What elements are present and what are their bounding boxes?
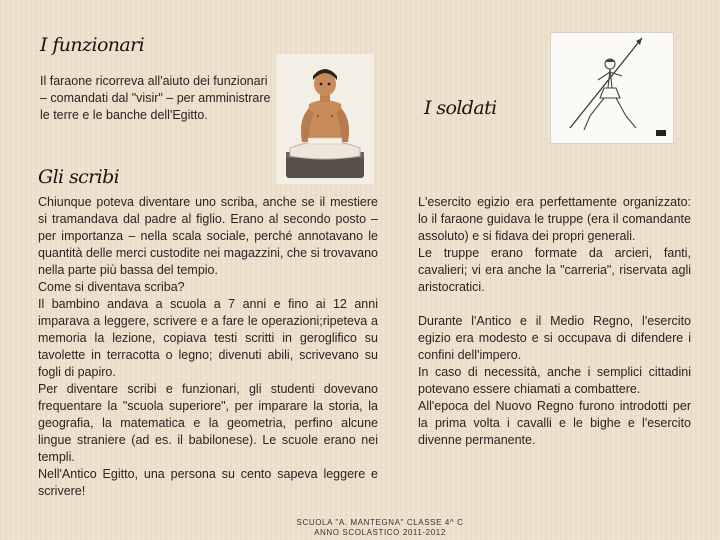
- scribi-text-block: [38, 194, 378, 500]
- scribi-paragraph: Il bambino andava a scuola a 7 anni e fino ai 12 anni imparava a leggere, scrivere e a fare le operazioni;ripeteva a memoria la lezione, copiava testi scritti in geroglifico su tavolette in terracotta o legno; divenuti abili, scrivevano su fogli di papiro.: [38, 297, 378, 379]
- scribi-paragraph: Chiunque poteva diventare uno scriba, anche se il mestiere si tramandava dal padre al figlio. Erano al secondo posto – per importanza – nella scala sociale, perché annotavano le quantità delle merci custodite nei magazzini, che si trovavano nella parte più bassa del tempio.: [38, 195, 378, 277]
- scribe-statue-image: [276, 54, 374, 184]
- scribi-paragraph: Per diventare scribi e funzionari, gli studenti dovevano frequentare la "scuola superiore", per imparare la storia, la geografia, la matematica e la geometria, perfino alcune lingue straniere (ad es. il babilonese). Le scuole erano nei templi.: [38, 382, 378, 464]
- soldati-paragraph: All'epoca del Nuovo Regno furono introdotti per la prima volta i cavalli e le bighe e l'esercito divenne permanente.: [418, 399, 691, 447]
- soldati-paragraph: Durante l'Antico e il Medio Regno, l'esercito egizio era modesto e si occupava di difendere i confini dell'impero.: [418, 314, 691, 362]
- scribi-paragraph: Come si diventava scriba?: [38, 280, 185, 294]
- heading-scribi: Gli scribi: [38, 166, 120, 188]
- funzionari-text: Il faraone ricorreva all'aiuto dei funzionari – comandati dal "visir" – per amministrare le terre e le banche dell'Egitto.: [40, 74, 271, 122]
- soldati-paragraph: Le truppe erano formate da arcieri, fanti, cavalieri; vi era anche la "carreria", riservata agli aristocratici.: [418, 246, 691, 294]
- soldati-text-block: [418, 194, 691, 449]
- soldati-paragraph: L'esercito egizio era perfettamente organizzato: lo il faraone guidava le truppe (era il comandante assoluto) e si fidava dei propri generali.: [418, 195, 691, 243]
- heading-soldati: I soldati: [424, 97, 497, 119]
- scribi-paragraph: Nell'Antico Egitto, una persona su cento sapeva leggere e scrivere!: [38, 467, 378, 498]
- heading-funzionari: I funzionari: [40, 34, 145, 56]
- footer: [0, 518, 720, 538]
- footer-year: ANNO SCOLASTICO 2011-2012: [314, 528, 446, 537]
- soldier-image: [550, 32, 674, 144]
- footer-school: SCUOLA "A. MANTEGNA" CLASSE 4^ C: [296, 518, 464, 527]
- soldati-paragraph: In caso di necessità, anche i semplici cittadini potevano essere chiamati a combattere.: [418, 365, 691, 396]
